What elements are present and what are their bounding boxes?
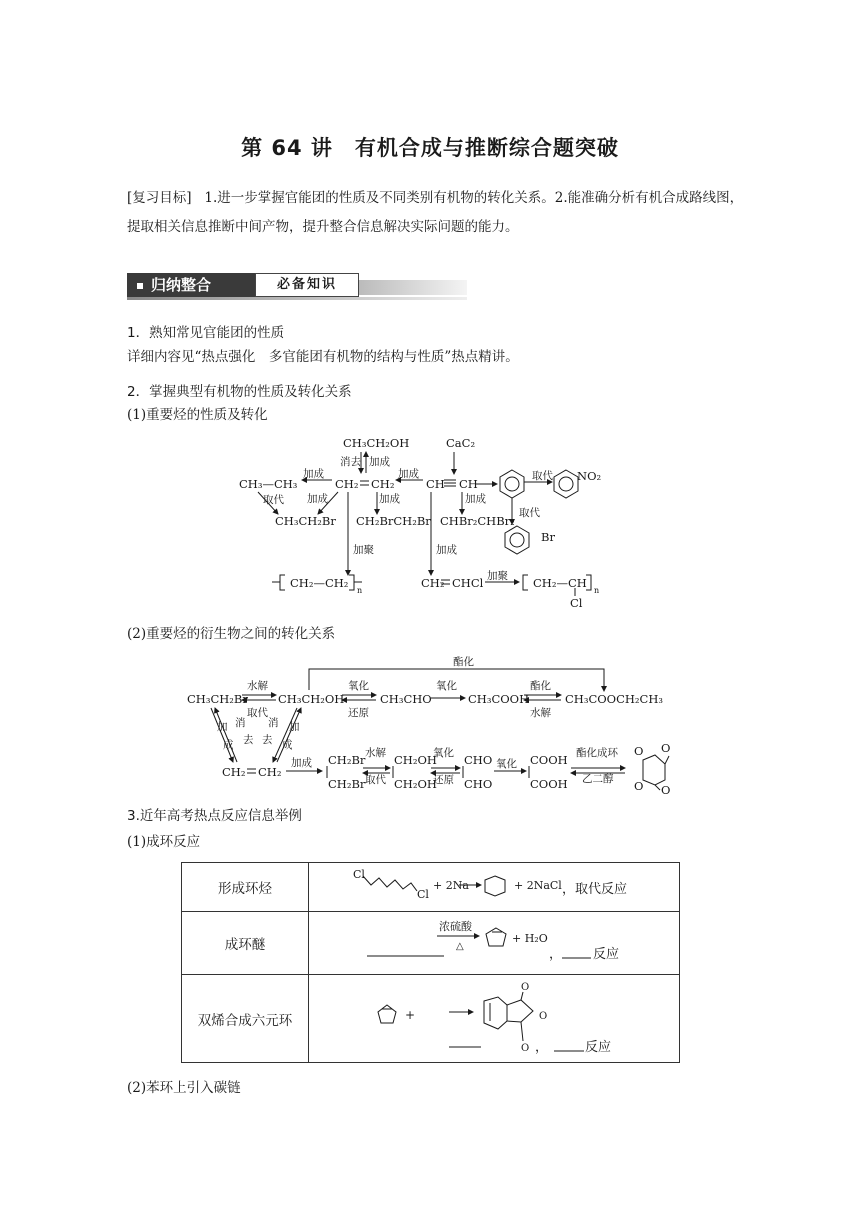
ring-o-3: O bbox=[634, 744, 644, 758]
ethylene-node-right: CH₂ bbox=[258, 765, 282, 779]
carbonyl-o-bottom: O bbox=[521, 1043, 530, 1054]
label-jia-right: 加 bbox=[289, 721, 300, 733]
label-qu-right: 去 bbox=[262, 734, 273, 746]
label-substitution-2: 取代 bbox=[532, 470, 553, 482]
subsection-2: (2)重要烃的衍生物之间的转化关系 bbox=[127, 626, 336, 642]
section-1-body: 详细内容见“热点强化 多官能团有机物的结构与性质”热点精讲。 bbox=[127, 349, 519, 365]
product-water: + H₂O bbox=[512, 932, 548, 945]
label-substitution-2: 取代 bbox=[365, 774, 386, 786]
label-polymerization-2: 加聚 bbox=[487, 570, 508, 582]
label-oxidation-2: 氧化 bbox=[436, 680, 457, 692]
ethylene-right: CH₂ bbox=[371, 477, 395, 491]
acetaldehyde-node: CH₃CHO bbox=[380, 692, 432, 706]
banner-primary bbox=[127, 273, 255, 297]
label-addition-6: 加成 bbox=[465, 493, 486, 505]
glycol-bottom: CH₂OH bbox=[394, 777, 437, 791]
subsection-3b: (2)苯环上引入碳链 bbox=[127, 1080, 241, 1096]
oxalic-top: COOH bbox=[530, 753, 568, 767]
table-row bbox=[182, 975, 680, 1063]
ring-ether-equation bbox=[309, 912, 679, 970]
ring-reaction-table bbox=[181, 862, 680, 1063]
lecture-topic: 有机合成与推断综合题突破 bbox=[354, 136, 619, 160]
square-icon bbox=[137, 283, 143, 289]
row-label-diels-alder: 双烯合成六元环 bbox=[182, 975, 309, 1063]
label-jia-left: 加 bbox=[217, 721, 228, 733]
banner-rule bbox=[127, 297, 467, 300]
polyethylene-unit: CH₂—CH₂ bbox=[290, 576, 349, 590]
label-addition-5: 加成 bbox=[379, 493, 400, 505]
reactant-cl-1: Cl bbox=[353, 868, 365, 881]
label-cheng-right: 成 bbox=[282, 739, 293, 751]
vinyl-chloride-left: CH₂ bbox=[421, 576, 445, 590]
label-addition-1: 加成 bbox=[369, 456, 390, 468]
glyoxal-bottom: CHO bbox=[464, 777, 493, 791]
label-xiao-left: 消 bbox=[235, 717, 246, 729]
label-hydrolysis-2: 水解 bbox=[530, 707, 551, 719]
suffix-comma-2: ， bbox=[535, 1040, 549, 1055]
suffix-reaction: 反应 bbox=[593, 947, 620, 962]
lecture-number: 第 64 讲 bbox=[241, 136, 333, 160]
glyoxal-top: CHO bbox=[464, 753, 493, 767]
derivatives-diagram bbox=[185, 652, 680, 800]
label-elimination: 消去 bbox=[340, 456, 361, 468]
section-3-heading: 3.近年高考热点反应信息举例 bbox=[127, 808, 302, 824]
suffix-reaction-2: 反应 bbox=[585, 1040, 612, 1055]
ring-hydrocarbon-equation bbox=[309, 863, 679, 907]
suffix-substitution: ，取代反应 bbox=[562, 882, 628, 897]
label-substitution-3: 取代 bbox=[519, 507, 540, 519]
dibromo-bottom: CH₂Br bbox=[328, 777, 366, 791]
label-cheng-left: 成 bbox=[223, 739, 234, 751]
condition-acid: 浓硫酸 bbox=[439, 920, 472, 933]
dibromo-top: CH₂Br bbox=[328, 753, 366, 767]
review-goals-text: 1.进一步掌握官能团的性质及不同类别有机物的转化关系。2.能准确分析有机合成路线图，提取相关信息推断中间产物，提升整合信息解决实际问题的能力。 bbox=[127, 190, 744, 235]
reactant-plus: + bbox=[405, 1008, 416, 1022]
table-row bbox=[182, 912, 680, 975]
row-reaction-diels-alder bbox=[309, 975, 680, 1063]
table-row bbox=[182, 863, 680, 912]
ring-o-1: O bbox=[661, 741, 671, 755]
cac2-formula: CaC₂ bbox=[446, 436, 476, 450]
carbonyl-o-top: O bbox=[521, 982, 530, 993]
ethane-formula: CH₃—CH₃ bbox=[239, 477, 298, 491]
polyethylene-n: n bbox=[357, 586, 363, 595]
acetylene-left: CH bbox=[426, 477, 445, 491]
label-esterification-1: 酯化 bbox=[530, 680, 551, 692]
ester-node: CH₃COOCH₂CH₃ bbox=[565, 692, 663, 706]
review-goals bbox=[127, 184, 747, 242]
bromoethane-node: CH₃CH₂Br bbox=[187, 692, 248, 706]
pvc-unit: CH₂—CH bbox=[533, 576, 587, 590]
reactant-cl-2: Cl bbox=[417, 888, 429, 901]
banner-secondary: 必备知识 bbox=[255, 273, 359, 297]
label-oxidation-1: 氧化 bbox=[348, 680, 369, 692]
section-2-heading: 2．掌握典型有机物的性质及转化关系 bbox=[127, 384, 352, 400]
subsection-1: (1)重要烃的性质及转化 bbox=[127, 407, 268, 423]
label-xiao-right: 消 bbox=[268, 717, 279, 729]
ring-o-4: O bbox=[634, 779, 644, 793]
section-banner bbox=[127, 271, 467, 299]
row-reaction-ring-hydrocarbon bbox=[309, 863, 680, 912]
vinyl-chloride-right: CHCl bbox=[452, 576, 484, 590]
label-hydrolysis-3: 水解 bbox=[365, 747, 386, 759]
label-addition-3: 加成 bbox=[398, 468, 419, 480]
acetic-acid-node: CH₃COOH bbox=[468, 692, 530, 706]
nitro-group: NO₂ bbox=[577, 469, 602, 483]
ethanol-formula: CH₃CH₂OH bbox=[343, 436, 410, 450]
pvc-n: n bbox=[594, 586, 600, 595]
review-goals-label: [复习目标] bbox=[127, 190, 192, 206]
label-ethylene-glycol: 乙二醇 bbox=[582, 773, 614, 785]
page-title bbox=[0, 132, 860, 162]
product-nacl: + 2NaCl bbox=[514, 879, 562, 892]
pvc-chlorine: Cl bbox=[570, 596, 583, 610]
label-substitution-1: 取代 bbox=[247, 707, 268, 719]
label-reduction-2: 还原 bbox=[433, 774, 454, 786]
label-reduction-1: 还原 bbox=[348, 707, 369, 719]
oxalic-bottom: COOH bbox=[530, 777, 568, 791]
ring-o-2: O bbox=[661, 783, 671, 797]
label-addition-4: 加成 bbox=[307, 493, 328, 505]
label-qu-left: 去 bbox=[243, 734, 254, 746]
section-1-heading: 1．熟知常见官能团的性质 bbox=[127, 325, 285, 341]
label-addition-7: 加成 bbox=[436, 544, 457, 556]
subsection-3a: (1)成环反应 bbox=[127, 834, 201, 850]
label-esterification-top: 酯化 bbox=[453, 656, 474, 668]
label-polymerization-1: 加聚 bbox=[353, 544, 374, 556]
label-oxidation-4: 氧化 bbox=[496, 758, 517, 770]
label-hydrolysis-1: 水解 bbox=[247, 680, 268, 692]
suffix-comma: ， bbox=[549, 947, 563, 962]
label-substitution-1: 取代 bbox=[263, 494, 284, 506]
glycol-top: CH₂OH bbox=[394, 753, 437, 767]
bromoethane-formula: CH₃CH₂Br bbox=[275, 514, 336, 528]
condition-heat: △ bbox=[456, 941, 464, 952]
row-reaction-ring-ether bbox=[309, 912, 680, 975]
label-addition: 加成 bbox=[291, 757, 312, 769]
label-oxidation-3: 氧化 bbox=[433, 747, 454, 759]
label-ring-esterification: 酯化成环 bbox=[576, 747, 618, 759]
banner-fade bbox=[359, 280, 467, 295]
hydrocarbon-diagram bbox=[230, 430, 650, 620]
ethylene-node-left: CH₂ bbox=[222, 765, 246, 779]
row-label-ring-hydrocarbon: 形成环烃 bbox=[182, 863, 309, 912]
dibromoethane-formula: CH₂BrCH₂Br bbox=[356, 514, 431, 528]
anhydride-o: O bbox=[539, 1011, 548, 1022]
tetrabromoethane-formula: CHBr₂CHBr₂ bbox=[440, 514, 515, 528]
diels-alder-equation bbox=[309, 975, 679, 1058]
ethanol-node: CH₃CH₂OH bbox=[278, 692, 345, 706]
bromo-group: Br bbox=[541, 530, 555, 544]
label-addition-2: 加成 bbox=[303, 468, 324, 480]
reactant-na: + 2Na bbox=[433, 879, 469, 892]
acetylene-right: CH bbox=[459, 477, 478, 491]
row-label-ring-ether: 成环醚 bbox=[182, 912, 309, 975]
ethylene-left: CH₂ bbox=[335, 477, 359, 491]
banner-primary-label: 归纳整合 bbox=[151, 276, 212, 294]
